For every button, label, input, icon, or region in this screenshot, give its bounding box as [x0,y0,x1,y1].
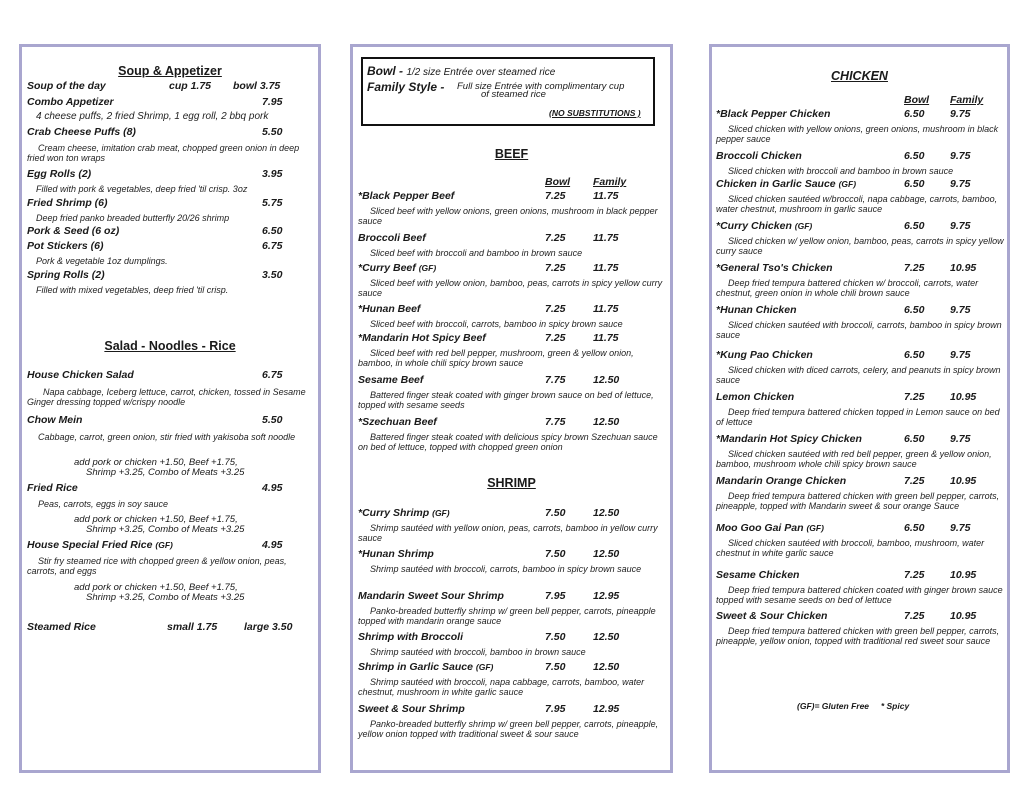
menu-item-desc: Deep fried tempura battered chicken w/ broccoli, carrots, water chestnut, green onion in whole chili brown sauce [716,278,979,298]
menu-item-name-text: *General Tso's Chicken [716,262,833,274]
menu-item-desc: Shrimp sautéed with broccoli, carrots, bamboo in spicy brown sauce [370,564,642,574]
menu-item-name [358,303,420,315]
family-text: Full size Entrée with complimentary cup [457,81,625,92]
menu-item-name-text: Chicken in Garlic Sauce [716,178,836,190]
family-price: 9.75 [950,178,971,190]
family-header: Family [593,176,627,188]
bowl-price: 7.25 [904,262,925,274]
item-price: 6.50 [262,225,283,237]
bowl-price: 7.25 [904,610,925,622]
item-desc: Cream cheese, imitation crab meat, chopped green onion in deep fried won ton wraps [27,143,300,163]
menu-item-name-text: Sweet & Sour Shrimp [358,703,465,715]
menu-item-desc: Deep fried tempura battered chicken with green bell pepper, carrots, pineapple, yellow onion, topped with traditional red sweet sour sauce [716,626,1000,646]
family-price: 10.95 [950,391,977,403]
family-price: 11.75 [593,303,619,315]
family-price: 11.75 [593,332,619,344]
gluten-free-tag: (GF) [806,523,824,533]
family-price: 9.75 [950,349,971,361]
item-name: Chow Mein [27,414,83,426]
menu-item-desc: Sliced chicken sautéed w/broccoli, napa cabbage, carrots, bamboo, water chestnut, mushroom in garlic sauce [716,194,998,214]
menu-item-name-text: *Hunan Beef [358,303,421,315]
shrimp-title: SHRIMP [487,476,536,490]
bowl-price: 6.50 [904,304,925,316]
salad-noodles-rice-title: Salad - Noodles - Rice [104,339,236,353]
bowl-price: 6.50 [904,108,925,120]
bowl-price: 7.50 [545,631,566,643]
family-text: of steamed rice [481,89,546,100]
bowl-price: 6.50 [904,178,925,190]
family-price: 12.95 [593,703,620,715]
menu-item-name-text: Lemon Chicken [716,391,795,403]
bowl-price: 7.50 [545,661,566,673]
item-name: Fried Shrimp (6) [27,197,108,209]
family-header: Family [950,94,984,106]
menu-item-desc: Shrimp sautéed with broccoli, bamboo in brown sauce [370,647,586,657]
family-price: 12.50 [593,416,620,428]
menu-item-name [716,610,827,622]
item-price: 3.50 [262,269,283,281]
menu-item-name [358,262,436,274]
gluten-free-tag: (GF) [418,263,437,273]
item-price: 4.95 [262,482,283,494]
beef-shrimp-panel [350,44,673,773]
soup-cup-price: cup 1.75 [169,80,212,92]
item-desc: Stir fry steamed rice with chopped green & yellow onion, peas, carrots, and eggs [27,556,287,576]
legend-note: (GF)= Gluten Free * Spicy [797,701,910,711]
bowl-price: 7.25 [904,475,925,487]
item-name-text: House Special Fried Rice [27,539,153,551]
bowl-price: 7.25 [545,190,566,202]
item-name: Pork & Seed (6 oz) [27,225,120,237]
menu-item-name [716,391,794,403]
family-price: 11.75 [593,262,619,274]
menu-item-desc: Sliced chicken sautéed with broccoli, bamboo, mushroom, water chestnut in white garlic sauce [716,538,985,558]
item-price: 5.50 [262,414,283,426]
family-label: Family Style - [367,80,445,94]
item-price: 4.95 [262,539,283,551]
bowl-price: 7.25 [904,569,925,581]
menu-item-name [716,262,832,274]
family-price: 9.75 [950,522,971,534]
bowl-price: 7.75 [545,374,566,386]
family-price: 11.75 [593,190,619,202]
gluten-free-tag: (GF) [432,508,450,518]
menu-item-name [716,433,862,445]
bowl-price: 7.25 [545,303,566,315]
steamed-rice-label: Steamed Rice [27,621,96,633]
menu-item-desc: Sliced chicken sautéed with red bell pepper, green & yellow onion, bamboo, mushroom whole chili spicy brown sauce [716,449,992,469]
item-name: Crab Cheese Puffs (8) [27,126,136,138]
menu-item-name-text: Sweet & Sour Chicken [716,610,828,622]
item-price: 5.50 [262,126,283,138]
bowl-price: 7.95 [545,590,566,602]
item-price: 3.95 [262,168,283,180]
menu-item-desc: Sliced beef with red bell pepper, mushroom, green & yellow onion, bamboo, in whole chili spicy brown sauce [358,348,634,368]
family-price: 10.95 [950,475,977,487]
family-price: 9.75 [950,433,971,445]
menu-item-desc: Sliced chicken with yellow onions, green onions, mushroom in black pepper sauce [716,124,999,144]
menu-item-desc: Sliced beef with broccoli and bamboo in brown sauce [370,248,583,258]
bowl-price: 6.50 [904,349,925,361]
addon-note: Shrimp +3.25, Combo of Meats +3.25 [86,592,245,603]
menu-item-name [358,332,486,344]
item-name: Egg Rolls (2) [27,168,92,180]
soup-appetizer-title: Soup & Appetizer [118,64,222,78]
menu-item-name-text: *Hunan Shrimp [358,548,434,560]
family-price: 12.50 [593,631,620,643]
item-desc: Peas, carrots, eggs in soy sauce [38,499,169,509]
menu-item-desc: Deep fried tempura battered chicken with green bell pepper, carrots, pineapple, topped with Mandarin sweet & sour orange Sauce [716,491,1000,511]
addon-note: Shrimp +3.25, Combo of Meats +3.25 [86,524,245,535]
appetizer-panel [19,44,321,773]
family-price: 9.75 [950,108,971,120]
addon-note: Shrimp +3.25, Combo of Meats +3.25 [86,467,245,478]
bowl-price: 7.75 [545,416,566,428]
menu-item-name [358,190,454,202]
menu-item-desc: Sliced chicken with diced carrots, celery, and peanuts in spicy brown sauce [716,365,1001,385]
size-info-box [361,57,655,126]
menu-item-name [716,220,812,232]
family-price: 12.50 [593,507,620,519]
menu-item-name [358,590,504,602]
bowl-price: 7.25 [545,262,566,274]
addon-note: add pork or chicken +1.50, Beef +1.75, [74,514,238,525]
item-desc: Napa cabbage, Iceberg lettuce, carrot, chicken, tossed in Sesame Ginger dressing topped w/crispy noodle [27,387,306,407]
item-name: Spring Rolls (2) [27,269,105,281]
item-desc: Pork & vegetable 1oz dumplings. [36,256,168,266]
family-price: 11.75 [593,232,619,244]
chicken-panel [709,44,1010,773]
family-price: 12.50 [593,548,620,560]
menu-item-desc: Shrimp sautéed with yellow onion, peas, carrots, bamboo in yellow curry sauce [358,523,658,543]
item-desc: Deep fried panko breaded butterfly 20/26 shrimp [36,213,230,223]
item-desc: 4 cheese puffs, 2 fried Shrimp, 1 egg roll, 2 bbq pork [36,111,269,122]
bowl-price: 7.25 [545,232,566,244]
menu-item-name [358,631,463,643]
menu-item-desc: Sliced chicken sautéed with broccoli, carrots, bamboo in spicy brown sauce [716,320,1002,340]
menu-item-desc: Sliced beef with yellow onion, bamboo, peas, carrots in spicy yellow curry sauce [358,278,663,298]
menu-item-name-text: Shrimp in Garlic Sauce [358,661,473,673]
menu-item-name-text: *Curry Chicken [716,220,792,232]
menu-item-name [716,475,846,487]
menu-item-desc: Shrimp sautéed with broccoli, napa cabbage, carrots, bamboo, water chestnut, mushroom in white garlic sauce [358,677,645,697]
menu-item-name-text: *Black Pepper Chicken [716,108,831,120]
menu-item-name [716,108,830,120]
chicken-title: CHICKEN [831,69,888,83]
menu-item-name-text: Mandarin Sweet Sour Shrimp [358,590,504,602]
bowl-price: 6.50 [904,150,925,162]
family-price: 10.95 [950,569,977,581]
menu-item-desc: Sliced beef with yellow onions, green onions, mushroom in black pepper sauce [358,206,658,226]
bowl-header: Bowl [545,176,571,188]
family-price: 12.50 [593,661,620,673]
family-price: 9.75 [950,220,971,232]
item-price: 6.75 [262,369,283,381]
menu-item-name-text: *Curry Beef [358,262,416,274]
item-desc: Cabbage, carrot, green onion, stir fried with yakisoba soft noodle [38,432,296,442]
menu-item-name [716,150,802,162]
gluten-free-tag: (GF) [794,221,813,231]
item-name: Fried Rice [27,482,78,494]
menu-item-name [358,507,450,519]
beef-title: BEEF [494,147,529,161]
menu-item-desc: Sliced beef with broccoli, carrots, bamboo in spicy brown sauce [370,319,623,329]
item-price: 7.95 [262,96,283,108]
menu-item-name [358,416,437,428]
item-name [27,539,173,551]
menu-item-name-text: *Szechuan Beef [358,416,437,428]
menu-item-name [716,522,824,534]
menu-item-name [716,569,799,581]
no-substitutions-note: (NO SUBSTITUTIONS ) [549,108,641,118]
menu-item-name-text: *Curry Shrimp [358,507,430,519]
menu-item-name-text: Mandarin Orange Chicken [716,475,847,487]
menu-item-name-text: *Mandarin Hot Spicy Beef [358,332,486,344]
item-name: House Chicken Salad [27,369,134,381]
addon-note: add pork or chicken +1.50, Beef +1.75, [74,457,238,468]
menu-item-desc: Sliced chicken with broccoli and bamboo in brown sauce [728,166,954,176]
bowl-price: 6.50 [904,220,925,232]
menu-item-desc: Battered finger steak coated with delicious spicy brown Szechuan sauce on bed of lettuce, topped with chopped green onion [358,432,658,452]
menu-item-name-text: Sesame Chicken [716,569,800,581]
menu-item-name [358,703,465,715]
family-price: 9.75 [950,150,971,162]
menu-item-name-text: Broccoli Beef [358,232,426,244]
item-name: Combo Appetizer [27,96,114,108]
menu-item-name [358,374,423,386]
menu-item-desc: Panko-breaded butterfly shrimp w/ green bell pepper, carrots, pineapple topped with mandarin orange sauce [358,606,656,626]
item-price: 6.75 [262,240,283,252]
menu-item-name-text: Shrimp with Broccoli [358,631,464,643]
menu-item-name [358,548,434,560]
menu-item-name-text: Moo Goo Gai Pan [716,522,804,534]
steamed-large-price: large 3.50 [244,621,293,633]
bowl-label-text: Bowl - [367,64,403,78]
menu-item-desc: Battered finger steak coated with ginger brown sauce on bed of lettuce, topped with sesame seeds [358,390,654,410]
addon-note: add pork or chicken +1.50, Beef +1.75, [74,582,238,593]
menu-item-name-text: *Hunan Chicken [716,304,797,316]
menu-item-desc: Deep fried tempura battered chicken topped in Lemon sauce on bed of lettuce [716,407,1000,427]
family-price: 10.95 [950,262,977,274]
bowl-price: 7.50 [545,548,566,560]
menu-item-name-text: Broccoli Chicken [716,150,802,162]
bowl-price: 7.25 [545,332,566,344]
family-price: 12.50 [593,374,620,386]
bowl-header: Bowl [904,94,930,106]
menu-item-name-text: Sesame Beef [358,374,424,386]
menu-item-name-text: *Black Pepper Beef [358,190,455,202]
item-desc: Filled with mixed vegetables, deep fried 'til crisp. [36,285,229,295]
menu-item-name [358,661,493,673]
item-name: Pot Stickers (6) [27,240,104,252]
bowl-price: 6.50 [904,522,925,534]
family-price: 10.95 [950,610,977,622]
bowl-price: 7.25 [904,391,925,403]
bowl-price: 7.50 [545,507,566,519]
bowl-label [367,64,555,78]
bowl-text: 1/2 size Entrée over steamed rice [406,67,556,78]
menu-item-name [716,178,856,190]
item-price: 5.75 [262,197,283,209]
menu-item-name [358,232,426,244]
item-desc: Filled with pork & vegetables, deep fried 'til crisp. 3oz [36,184,248,194]
family-price: 12.95 [593,590,620,602]
menu-item-desc: Deep fried tempura battered chicken coated with ginger brown sauce topped with sesame seeds on bed of lettuce [716,585,1003,605]
menu-item-name [716,304,797,316]
family-price: 9.75 [950,304,971,316]
bowl-price: 6.50 [904,433,925,445]
menu-item-name [716,349,813,361]
gluten-free-tag: (GF) [155,540,173,550]
gluten-free-tag: (GF) [475,662,494,672]
soup-bowl-price: bowl 3.75 [233,80,281,92]
steamed-small-price: small 1.75 [167,621,218,633]
menu-item-desc: Sliced chicken w/ yellow onion, bamboo, peas, carrots in spicy yellow curry sauce [716,236,1004,256]
menu-item-name-text: *Mandarin Hot Spicy Chicken [716,433,862,445]
gluten-free-tag: (GF) [838,179,857,189]
bowl-price: 7.95 [545,703,566,715]
menu-item-desc: Panko-breaded butterfly shrimp w/ green bell pepper, carrots, pineapple, yellow onion topped with traditional sweet & sour sauce [358,719,659,739]
menu-item-name-text: *Kung Pao Chicken [716,349,813,361]
soup-of-day-label: Soup of the day [27,80,106,92]
